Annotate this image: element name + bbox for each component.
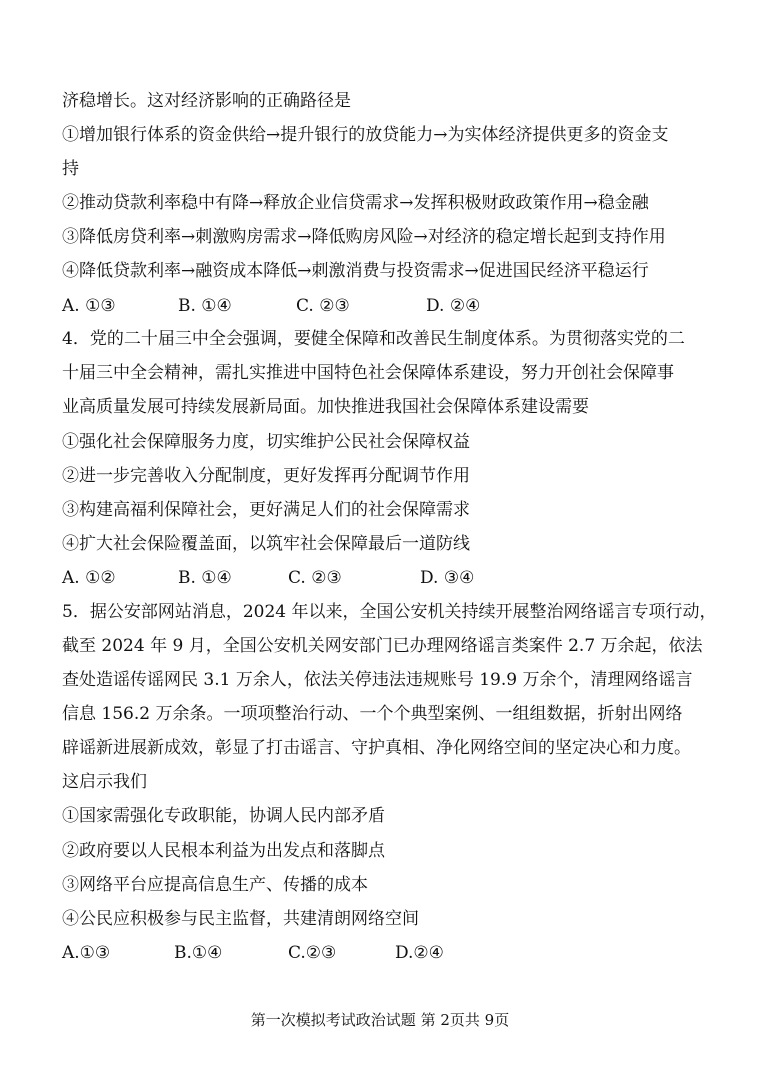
question-4-stem-line-3: 业高质量发展可持续发展新局面。加快推进我国社会保障体系建设需要	[62, 397, 589, 417]
question-3-item-4: ④降低贷款利率→融资成本降低→刺激消费与投资需求→促进国民经济平稳运行	[62, 261, 649, 281]
option-b: B. ①④	[178, 296, 232, 316]
option-c: C. ②③	[296, 296, 350, 316]
option-c: C.②③	[288, 943, 337, 963]
option-d: D. ②④	[426, 296, 481, 316]
question-4-stem-line-2: 十届三中全会精神，需扎实推进中国特色社会保障体系建设，努力开创社会保障事	[62, 363, 674, 383]
question-5-item-2: ②政府要以人民根本利益为出发点和落脚点	[62, 841, 385, 861]
option-a: A. ①②	[62, 568, 116, 588]
question-3-item-3: ③降低房贷利率→刺激购房需求→降低购房风险→对经济的稳定增长起到支持作用	[62, 227, 666, 247]
question-3-item-2: ②推动贷款利率稳中有降→释放企业信贷需求→发挥积极财政政策作用→稳金融	[62, 193, 649, 213]
question-4-item-1: ①强化社会保障服务力度，切实维护公民社会保障权益	[62, 432, 470, 452]
question-5-stem-line-2: 截至 2024 年 9 月，全国公安机关网安部门已办理网络谣言类案件 2.7 万余起，依法	[62, 636, 703, 656]
question-5-stem-line-4: 信息 156.2 万余条。一项项整治行动、一个个典型案例、一组组数据，折射出网络	[62, 704, 683, 724]
option-b: B. ①④	[178, 568, 232, 588]
option-c: C. ②③	[288, 568, 342, 588]
question-5-stem-line-5: 辟谣新进展新成效，彰显了打击谣言、守护真相、净化网络空间的坚定决心和力度。	[62, 738, 691, 758]
option-d: D. ③④	[420, 568, 475, 588]
question-3-item-1-wrap: 持	[62, 159, 79, 179]
question-4-item-2: ②进一步完善收入分配制度，更好发挥再分配调节作用	[62, 466, 470, 486]
question-5-item-1: ①国家需强化专政职能，协调人民内部矛盾	[62, 806, 385, 826]
question-4-item-3: ③构建高福利保障社会，更好满足人们的社会保障需求	[62, 500, 470, 520]
option-b: B.①④	[174, 943, 223, 963]
question-5-stem-line-6: 这启示我们	[62, 772, 147, 792]
question-4-stem-line-1: 4．党的二十届三中全会强调，要健全保障和改善民生制度体系。为贯彻落实党的二	[62, 329, 685, 349]
option-a: A.①③	[62, 943, 111, 963]
question-4-item-4: ④扩大社会保险覆盖面，以筑牢社会保障最后一道防线	[62, 534, 470, 554]
question-5-item-4: ④公民应积极参与民主监督，共建清朗网络空间	[62, 909, 419, 929]
page-footer: 第一次模拟考试政治试题 第 2页共 9页	[250, 1011, 510, 1029]
question-3-item-1: ①增加银行体系的资金供给→提升银行的放贷能力→为实体经济提供更多的资金支	[62, 125, 669, 145]
question-5-stem-line-1: 5．据公安部网站消息，2024 年以来，全国公安机关持续开展整治网络谣言专项行动，	[62, 602, 717, 622]
question-5-item-3: ③网络平台应提高信息生产、传播的成本	[62, 875, 368, 895]
option-a: A. ①③	[62, 296, 116, 316]
option-d: D.②④	[395, 943, 444, 963]
question-5-stem-line-3: 查处造谣传谣网民 3.1 万余人，依法关停违法违规账号 19.9 万余个，清理网络谣言	[62, 670, 693, 690]
question-3-continuation: 济稳增长。这对经济影响的正确路径是	[62, 91, 351, 111]
